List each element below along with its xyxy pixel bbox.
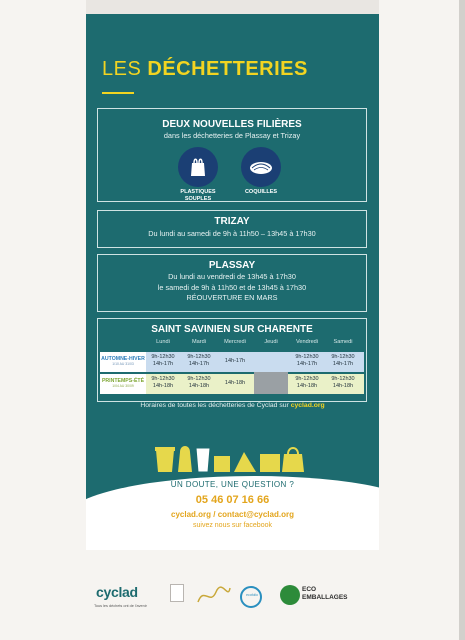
table-row bbox=[100, 374, 364, 394]
cyclad-link[interactable]: cyclad.org bbox=[290, 402, 325, 409]
nouvelles-filieres-box bbox=[97, 108, 367, 202]
plassay-box bbox=[97, 254, 367, 312]
season-name: PRINTEMPS-ÉTÉ bbox=[101, 378, 145, 384]
plassay-title: PLASSAY bbox=[208, 260, 256, 271]
saint-savinien-title: SAINT SAVINIEN SUR CHARENTE bbox=[151, 324, 313, 335]
signature-logo-icon bbox=[194, 582, 234, 610]
plassay-line: Du lundi au vendredi de 13h45 à 17h30 bbox=[168, 272, 296, 281]
side-print-text bbox=[369, 440, 375, 620]
day-header: Lundi bbox=[156, 339, 170, 345]
hours-cell: 9h-12h30 14h-17h bbox=[151, 354, 175, 367]
filieres-subtitle: dans les déchetteries de Plassay et Trizay bbox=[163, 131, 301, 140]
trizay-box bbox=[97, 210, 367, 248]
facebook-line[interactable]: suivez nous sur facebook bbox=[193, 522, 272, 529]
waste-items-icon bbox=[152, 436, 312, 476]
ecofolio-logo-icon bbox=[240, 586, 262, 608]
title-prefix: LES bbox=[102, 58, 142, 80]
partner-logo-icon bbox=[170, 584, 184, 602]
hours-cell: 9h-12h30 14h-17h bbox=[295, 354, 319, 367]
plassay-line: RÉOUVERTURE EN MARS bbox=[186, 293, 278, 302]
day-header: Mardi bbox=[192, 339, 206, 345]
bins-illustration-section bbox=[86, 430, 379, 550]
day-header: Vendredi bbox=[295, 339, 319, 345]
season-name: AUTOMNE-HIVER bbox=[101, 356, 145, 362]
cyclad-logo: cyclad bbox=[96, 584, 138, 600]
hours-cell: 9h-12h30 14h-17h bbox=[187, 354, 211, 367]
phone-number[interactable]: 05 46 07 16 66 bbox=[195, 494, 270, 506]
filieres-title: DEUX NOUVELLES FILIÈRES bbox=[162, 119, 302, 130]
footer-note bbox=[86, 402, 379, 409]
cyclad-tagline: Tous les déchets ont de l'avenir bbox=[94, 604, 147, 608]
ecofolio-label: ecofolio bbox=[246, 593, 258, 597]
filiere-coquilles bbox=[226, 147, 296, 196]
hours-cell: 14h-17h bbox=[224, 358, 246, 364]
eco-emballages-logo-icon bbox=[280, 585, 300, 605]
shells-icon bbox=[241, 147, 281, 187]
eco-emballages-label: ECO EMBALLAGES bbox=[302, 586, 348, 601]
saint-savinien-box bbox=[97, 318, 367, 402]
season-cell bbox=[100, 352, 146, 372]
question-heading: UN DOUTE, UNE QUESTION ? bbox=[170, 480, 295, 489]
day-header: Samedi bbox=[333, 339, 353, 345]
season-cell bbox=[100, 374, 146, 394]
day-header: Mercredi bbox=[224, 339, 246, 345]
footer-note-text: Horaires de toutes les déchetteries de Cyclad sur bbox=[140, 402, 289, 409]
season-dates: 1/04 AU 30/09 bbox=[112, 384, 134, 388]
scan-edge bbox=[86, 0, 379, 14]
filiere-label: PLASTIQUES SOUPLES bbox=[180, 189, 216, 202]
filiere-plastiques-souples bbox=[163, 147, 233, 203]
table-row bbox=[100, 352, 364, 372]
closed-day-cell bbox=[254, 374, 288, 394]
trizay-hours: Du lundi au samedi de 9h à 11h50 – 13h45 à 17h30 bbox=[148, 229, 316, 238]
scan-shadow bbox=[459, 0, 465, 640]
trizay-title: TRIZAY bbox=[214, 216, 250, 227]
dechetteries-panel bbox=[86, 14, 379, 430]
hours-cell: 9h-12h30 14h-18h bbox=[331, 376, 355, 389]
season-dates: 1/10 AU 31/03 bbox=[112, 362, 134, 366]
title-main: DÉCHETTERIES bbox=[147, 58, 308, 80]
filiere-label: COQUILLES bbox=[244, 189, 278, 195]
partner-logos bbox=[92, 582, 367, 614]
hours-cell: 9h-12h30 14h-18h bbox=[187, 376, 211, 389]
plassay-line: le samedi de 9h à 11h50 et de 13h45 à 17h30 bbox=[157, 282, 307, 292]
day-header: Jeudi bbox=[264, 339, 278, 345]
page-title bbox=[102, 58, 308, 81]
title-underline bbox=[102, 92, 134, 94]
hours-cell: 9h-12h30 14h-18h bbox=[295, 376, 319, 389]
hours-cell: 9h-12h30 14h-17h bbox=[331, 354, 355, 367]
hours-cell: 9h-12h30 14h-18h bbox=[151, 376, 175, 389]
web-email-line[interactable]: cyclad.org / contact@cyclad.org bbox=[171, 510, 294, 519]
plastic-bag-icon bbox=[178, 147, 218, 187]
schedule-days-header bbox=[100, 339, 364, 349]
hours-cell: 14h-18h bbox=[224, 380, 246, 386]
